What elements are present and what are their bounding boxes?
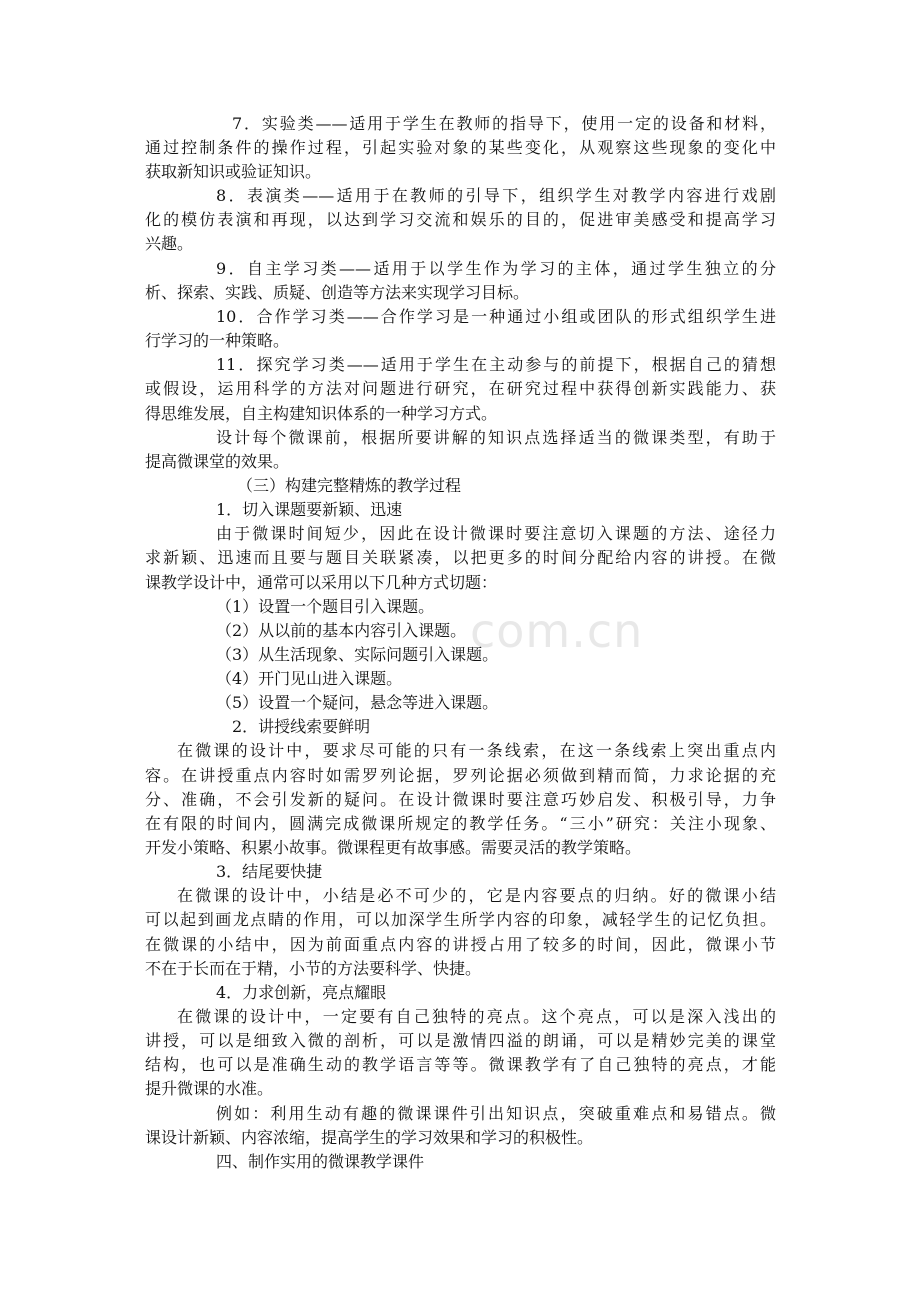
text-line: 可以起到画龙点睛的作用，可以加深学生所学内容的印象，减轻学生的记忆负担。: [145, 910, 776, 929]
text-line: 在微课的设计中，要求尽可能的只有一条线索，在这一条线索上突出重点内: [177, 741, 776, 760]
watermark: com.cn: [470, 604, 644, 658]
text-line: 在有限的时间内，圆满完成微课所规定的教学任务。“三小”研究：关注小现象、: [145, 814, 776, 833]
text-line: 设计每个微课前，根据所要讲解的知识点选择适当的微课类型，有助于: [216, 428, 776, 447]
text-line: 得思维发展，自主构建知识体系的一种学习方式。: [145, 404, 498, 423]
text-line: 11．探究学习类——适用于学生在主动参与的前提下，根据自己的猜想: [216, 355, 776, 374]
text-line: 提升微课的水准。: [145, 1079, 274, 1098]
list-item: （2）从以前的基本内容引入课题。: [216, 621, 467, 640]
text-line: 例如：利用生动有趣的微课课件引出知识点，突破重难点和易错点。微: [216, 1104, 776, 1123]
text-line: 兴趣。: [145, 234, 194, 253]
text-line: 或假设，运用科学的方法对问题进行研究，在研究过程中获得创新实践能力、获: [145, 379, 776, 398]
text-line: 不在于长而在于精，小节的方法要科学、快捷。: [145, 959, 482, 978]
text-line: 开发小策略、积累小故事。微课程更有故事感。需要灵活的教学策略。: [145, 838, 642, 857]
text-line: 提高微课堂的效果。: [145, 452, 290, 471]
text-line: 10．合作学习类——合作学习是一种通过小组或团队的形式组织学生进: [216, 307, 776, 326]
list-item: （3）从生活现象、实际问题引入课题。: [216, 645, 499, 664]
list-item: （4）开门见山进入课题。: [216, 669, 403, 688]
text-line: 7．实验类——适用于学生在教师的指导下，使用一定的设备和材料，: [232, 114, 776, 133]
text-line: 容。在讲授重点内容时如需罗列论据，罗列论据必须做到精而简，力求论据的充: [145, 766, 776, 785]
text-line: 在微课的设计中，小结是必不可少的，它是内容要点的归纳。好的微课小结: [177, 886, 776, 905]
subsection-heading: 4．力求创新，亮点耀眼: [216, 983, 387, 1002]
text-line: 在微课的小结中，因为前面重点内容的讲授占用了较多的时间，因此，微课小节: [145, 935, 776, 954]
text-line: 行学习的一种策略。: [145, 331, 290, 350]
text-line: 分、准确，不会引发新的疑问。在设计微课时要注意巧妙启发、积极引导，力争: [145, 790, 776, 809]
text-line: 求新颖、迅速而且要与题目关联紧凑，以把更多的时间分配给内容的讲授。在微: [145, 548, 776, 567]
subsection-heading: 3．结尾要快捷: [216, 862, 323, 881]
list-item: （5）设置一个疑问，悬念等进入课题。: [216, 693, 499, 712]
text-line: 在微课的设计中，一定要有自己独特的亮点。这个亮点，可以是深入浅出的: [177, 1007, 776, 1026]
text-line: 课教学设计中，通常可以采用以下几种方式切题：: [145, 573, 498, 592]
text-line: 获取新知识或验证知识。: [145, 162, 322, 181]
text-line: 由于微课时间短少，因此在设计微课时要注意切入课题的方法、途径力: [216, 524, 776, 543]
text-line: 8．表演类——适用于在教师的引导下，组织学生对教学内容进行戏剧: [216, 186, 776, 205]
list-item: （1）设置一个题目引入课题。: [216, 597, 435, 616]
text-line: 9．自主学习类——适用于以学生作为学习的主体，通过学生独立的分: [216, 259, 776, 278]
subsection-heading: 2．讲授线索要鲜明: [232, 717, 371, 736]
text-line: 讲授，可以是细致入微的剖析，可以是激情四溢的朗诵，可以是精妙完美的课堂: [145, 1031, 776, 1050]
text-line: 析、探索、实践、质疑、创造等方法来实现学习目标。: [145, 283, 530, 302]
subsection-heading: 1．切入课题要新颖、迅速: [216, 500, 403, 519]
section-heading: 四、制作实用的微课教学课件: [216, 1152, 425, 1171]
text-line: 化的模仿表演和再现，以达到学习交流和娱乐的目的，促进审美感受和提高学习: [145, 210, 776, 229]
section-heading: （三）构建完整精炼的教学过程: [237, 476, 462, 495]
text-line: 通过控制条件的操作过程，引起实验对象的某些变化，从观察这些现象的变化中: [145, 138, 776, 157]
text-line: 课设计新颖、内容浓缩，提高学生的学习效果和学习的积极性。: [145, 1128, 594, 1147]
text-line: 结构，也可以是准确生动的教学语言等等。微课教学有了自己独特的亮点，才能: [145, 1055, 776, 1074]
